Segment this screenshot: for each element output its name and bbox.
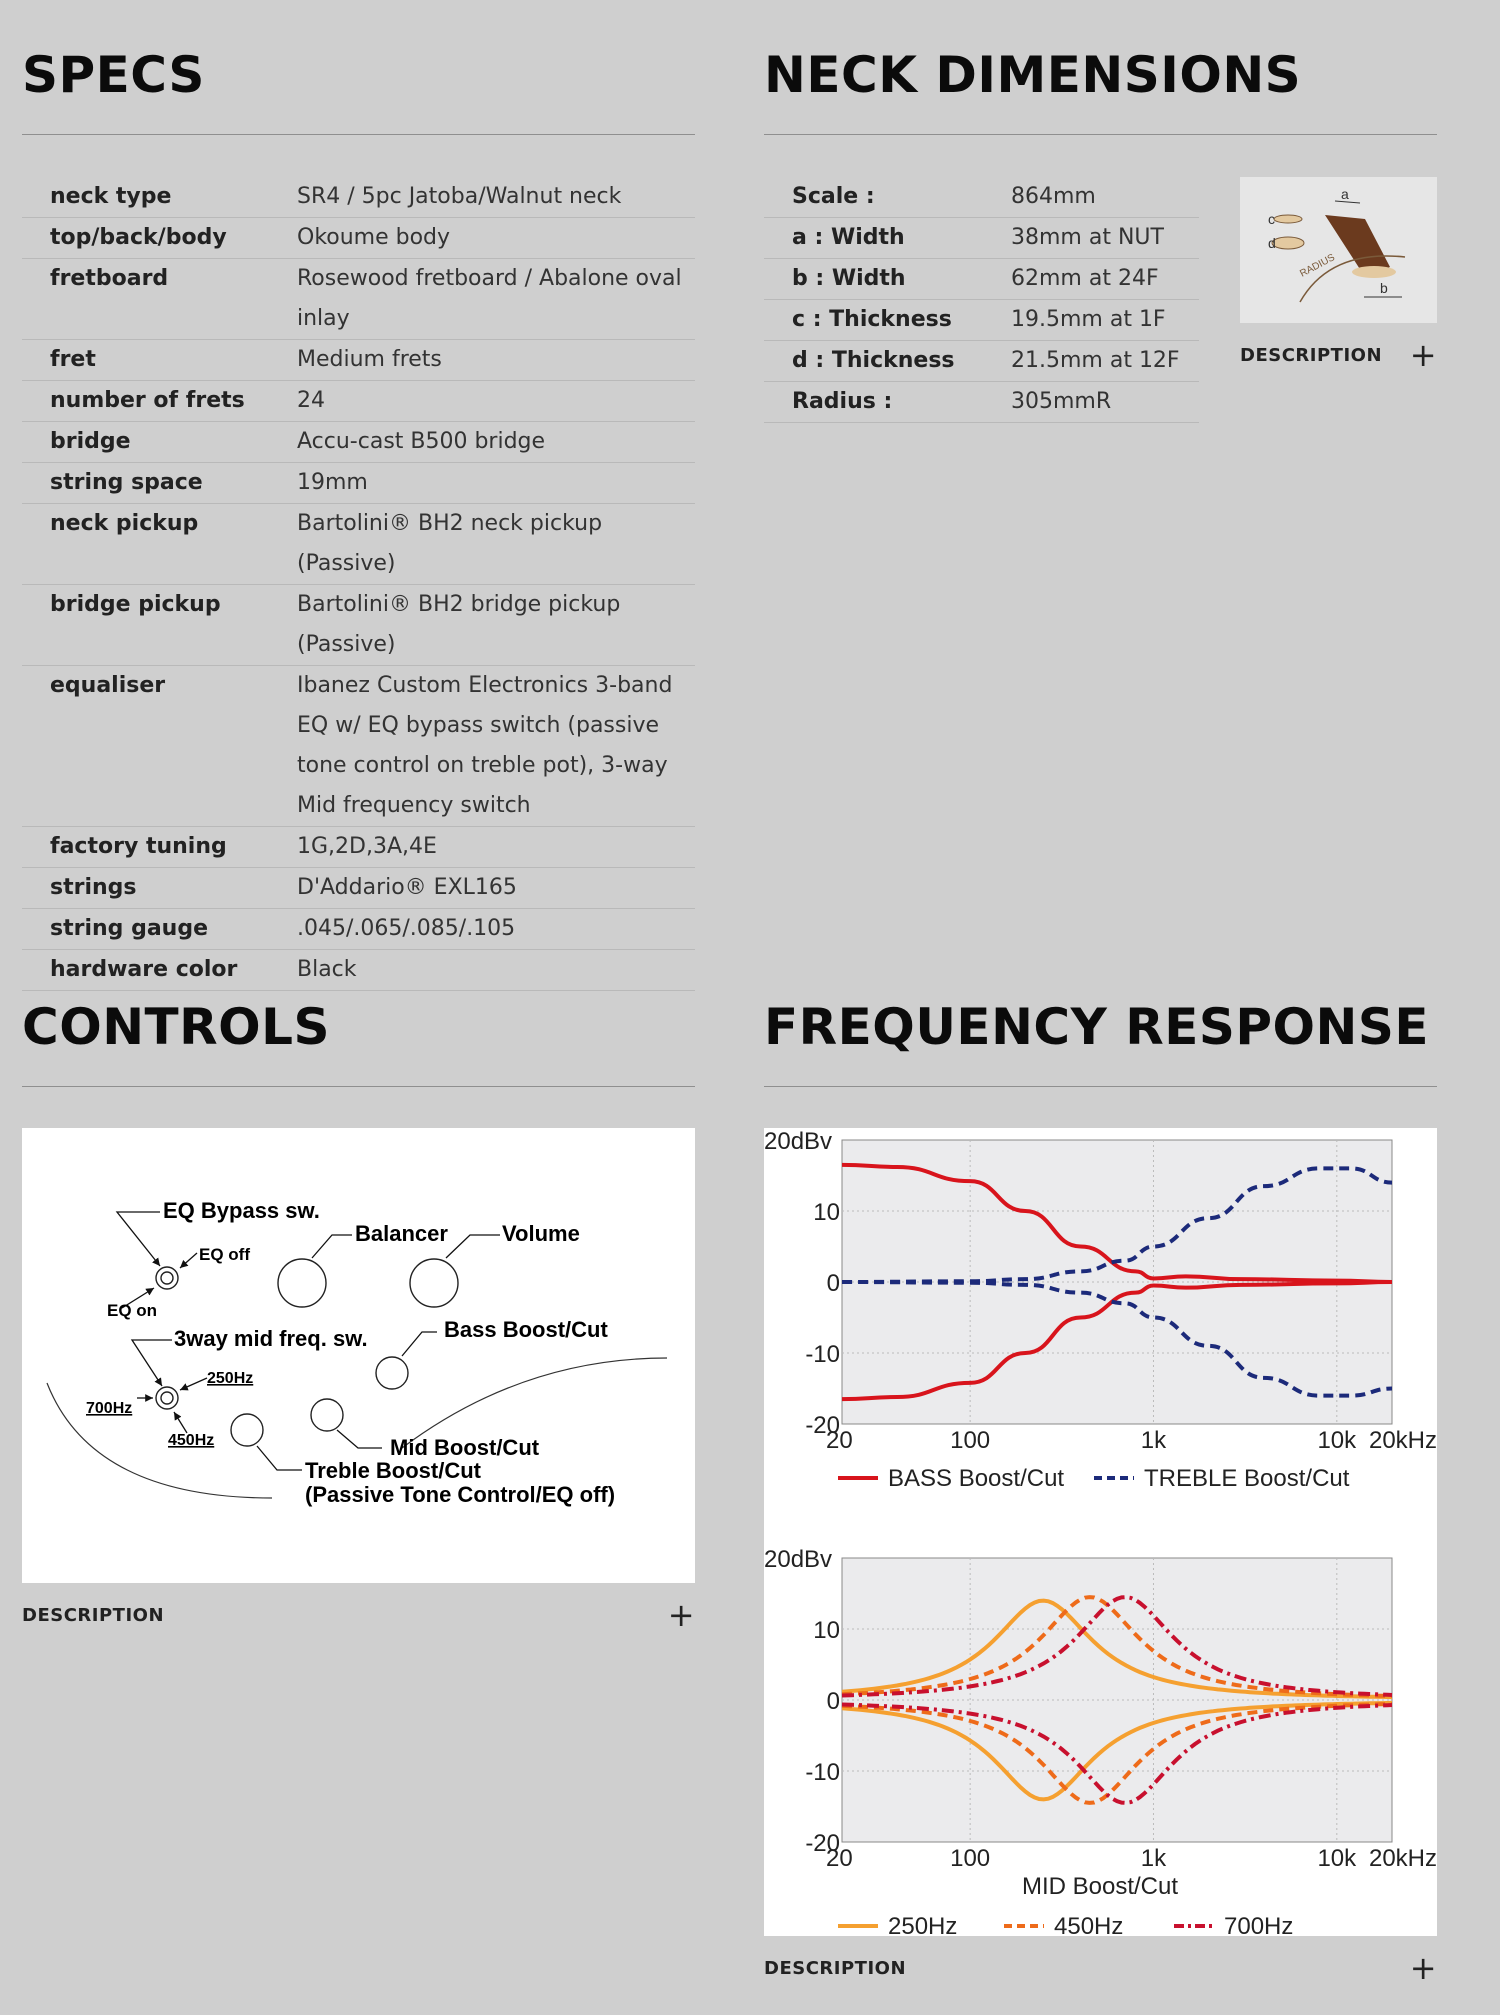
specs-table-wrap — [22, 177, 695, 991]
neck-row — [764, 382, 1199, 423]
specs-row — [22, 666, 695, 827]
specs-key: bridge pickup — [22, 585, 297, 666]
neck-row — [764, 259, 1199, 300]
specs-value: 1G,2D,3A,4E — [297, 827, 695, 868]
legend-label: 700Hz — [1224, 1913, 1294, 1936]
specs-value: D'Addario® EXL165 — [297, 868, 695, 909]
y-tick-label: -20 — [805, 1830, 840, 1857]
balancer-label: Balancer — [355, 1221, 448, 1246]
neck-section — [764, 45, 1437, 105]
specs-divider — [22, 134, 695, 135]
neck-title: NECK DIMENSIONS — [764, 46, 1302, 104]
specs-value: Medium frets — [297, 340, 695, 381]
x-tick-label: 10k — [1317, 1845, 1357, 1872]
frequency-description-toggle[interactable] — [764, 1949, 1437, 1987]
specs-value: 19mm — [297, 463, 695, 504]
neck-key: Radius : — [764, 382, 1011, 423]
specs-key: fretboard — [22, 259, 297, 340]
eq-on-label: EQ on — [107, 1301, 158, 1320]
specs-key: neck type — [22, 177, 297, 218]
x-tick-label: 20kHz — [1368, 1427, 1437, 1454]
specs-key: equaliser — [22, 666, 297, 827]
specs-value: Ibanez Custom Electronics 3-band EQ w/ EQ bypass switch (passive tone control on treble pot), 3-way Mid frequency switch — [297, 666, 695, 827]
controls-divider — [22, 1086, 695, 1087]
y-tick-label: 20dBv — [764, 1546, 833, 1573]
specs-row — [22, 827, 695, 868]
controls-description-toggle[interactable] — [22, 1596, 695, 1634]
specs-value: Black — [297, 950, 695, 991]
x-axis-label: MID Boost/Cut — [1021, 1873, 1179, 1900]
specs-value: SR4 / 5pc Jatoba/Walnut neck — [297, 177, 695, 218]
neck-key: d : Thickness — [764, 341, 1011, 382]
legend-label: 250Hz — [888, 1913, 958, 1936]
x-tick-label: 20kHz — [1368, 1845, 1437, 1872]
specs-table — [22, 177, 695, 991]
specs-row — [22, 868, 695, 909]
frequency-section — [764, 997, 1437, 1057]
specs-value: 24 — [297, 381, 695, 422]
mid-label: Mid Boost/Cut — [390, 1435, 540, 1460]
specs-row — [22, 950, 695, 991]
y-tick-label: 20dBv — [764, 1128, 833, 1155]
specs-section — [22, 45, 695, 105]
specs-key: top/back/body — [22, 218, 297, 259]
neck-table-wrap — [764, 177, 1199, 423]
neck-value: 21.5mm at 12F — [1011, 341, 1199, 382]
neck-label-radius: RADIUS — [1298, 252, 1337, 280]
x-tick-label: 1k — [1140, 1845, 1167, 1872]
specs-title: SPECS — [22, 46, 205, 104]
specs-value: Okoume body — [297, 218, 695, 259]
specs-value: .045/.065/.085/.105 — [297, 909, 695, 950]
frequency-charts — [764, 1128, 1437, 1936]
plus-icon[interactable]: + — [1409, 1949, 1437, 1987]
specs-row — [22, 585, 695, 666]
controls-title: CONTROLS — [22, 998, 331, 1056]
neck-diagram — [1240, 177, 1437, 323]
specs-key: fret — [22, 340, 297, 381]
y-tick-label: 10 — [813, 1199, 840, 1226]
y-tick-label: -10 — [805, 1759, 840, 1786]
specs-key: string space — [22, 463, 297, 504]
freq-450-label: 450Hz — [168, 1432, 215, 1449]
controls-section — [22, 997, 695, 1057]
specs-value: Accu-cast B500 bridge — [297, 422, 695, 463]
specs-value: Bartolini® BH2 bridge pickup (Passive) — [297, 585, 695, 666]
neck-value: 38mm at NUT — [1011, 218, 1199, 259]
specs-key: factory tuning — [22, 827, 297, 868]
frequency-title: FREQUENCY RESPONSE — [764, 998, 1430, 1056]
neck-value: 19.5mm at 1F — [1011, 300, 1199, 341]
specs-key: bridge — [22, 422, 297, 463]
specs-row — [22, 909, 695, 950]
neck-row — [764, 177, 1199, 218]
neck-key: Scale : — [764, 177, 1011, 218]
y-tick-label: -20 — [805, 1412, 840, 1439]
treble-note-label: (Passive Tone Control/EQ off) — [305, 1482, 616, 1507]
specs-key: string gauge — [22, 909, 297, 950]
x-tick-label: 10k — [1317, 1427, 1357, 1454]
neck-value: 305mmR — [1011, 382, 1199, 423]
x-tick-label: 20 — [826, 1845, 853, 1872]
specs-value: Rosewood fretboard / Abalone oval inlay — [297, 259, 695, 340]
controls-diagram — [22, 1128, 695, 1583]
plus-icon[interactable]: + — [667, 1596, 695, 1634]
neck-key: b : Width — [764, 259, 1011, 300]
specs-key: strings — [22, 868, 297, 909]
specs-row — [22, 381, 695, 422]
neck-key: a : Width — [764, 218, 1011, 259]
y-tick-label: 0 — [826, 1688, 840, 1715]
neck-table — [764, 177, 1199, 423]
specs-row — [22, 422, 695, 463]
neck-key: c : Thickness — [764, 300, 1011, 341]
freq-700-label: 700Hz — [86, 1400, 133, 1417]
eq-off-label: EQ off — [199, 1245, 250, 1264]
neck-divider — [764, 134, 1437, 135]
x-tick-label: 100 — [950, 1845, 991, 1872]
specs-row — [22, 463, 695, 504]
plus-icon[interactable]: + — [1409, 336, 1437, 374]
specs-key: neck pickup — [22, 504, 297, 585]
legend-label: TREBLE Boost/Cut — [1144, 1465, 1350, 1492]
y-tick-label: -10 — [805, 1341, 840, 1368]
specs-key: number of frets — [22, 381, 297, 422]
specs-row — [22, 504, 695, 585]
y-tick-label: 0 — [826, 1270, 840, 1297]
x-tick-label: 1k — [1140, 1427, 1167, 1454]
freq-250-label: 250Hz — [207, 1370, 254, 1387]
neck-value: 62mm at 24F — [1011, 259, 1199, 300]
specs-row — [22, 177, 695, 218]
neck-description-toggle[interactable] — [1240, 336, 1437, 374]
legend-label: BASS Boost/Cut — [888, 1465, 1065, 1492]
eq-bypass-label: EQ Bypass sw. — [163, 1198, 320, 1223]
specs-value: Bartolini® BH2 neck pickup (Passive) — [297, 504, 695, 585]
neck-value: 864mm — [1011, 177, 1199, 218]
x-tick-label: 20 — [826, 1427, 853, 1454]
neck-row — [764, 341, 1199, 382]
neck-label-c: c — [1268, 211, 1275, 227]
neck-label-b: b — [1380, 280, 1388, 296]
controls-description-label: DESCRIPTION — [22, 1604, 165, 1626]
volume-label: Volume — [502, 1221, 580, 1246]
neck-row — [764, 300, 1199, 341]
bass-label: Bass Boost/Cut — [444, 1317, 608, 1342]
legend-label: 450Hz — [1054, 1913, 1124, 1936]
treble-label: Treble Boost/Cut — [305, 1458, 482, 1483]
frequency-description-label: DESCRIPTION — [764, 1957, 907, 1979]
x-tick-label: 100 — [950, 1427, 991, 1454]
frequency-divider — [764, 1086, 1437, 1087]
neck-description-label: DESCRIPTION — [1240, 344, 1383, 366]
specs-row — [22, 259, 695, 340]
neck-label-a: a — [1341, 186, 1349, 202]
mid-switch-label: 3way mid freq. sw. — [174, 1326, 368, 1351]
neck-row — [764, 218, 1199, 259]
specs-row — [22, 340, 695, 381]
y-tick-label: 10 — [813, 1617, 840, 1644]
neck-label-d: d — [1268, 235, 1276, 251]
specs-row — [22, 218, 695, 259]
specs-key: hardware color — [22, 950, 297, 991]
